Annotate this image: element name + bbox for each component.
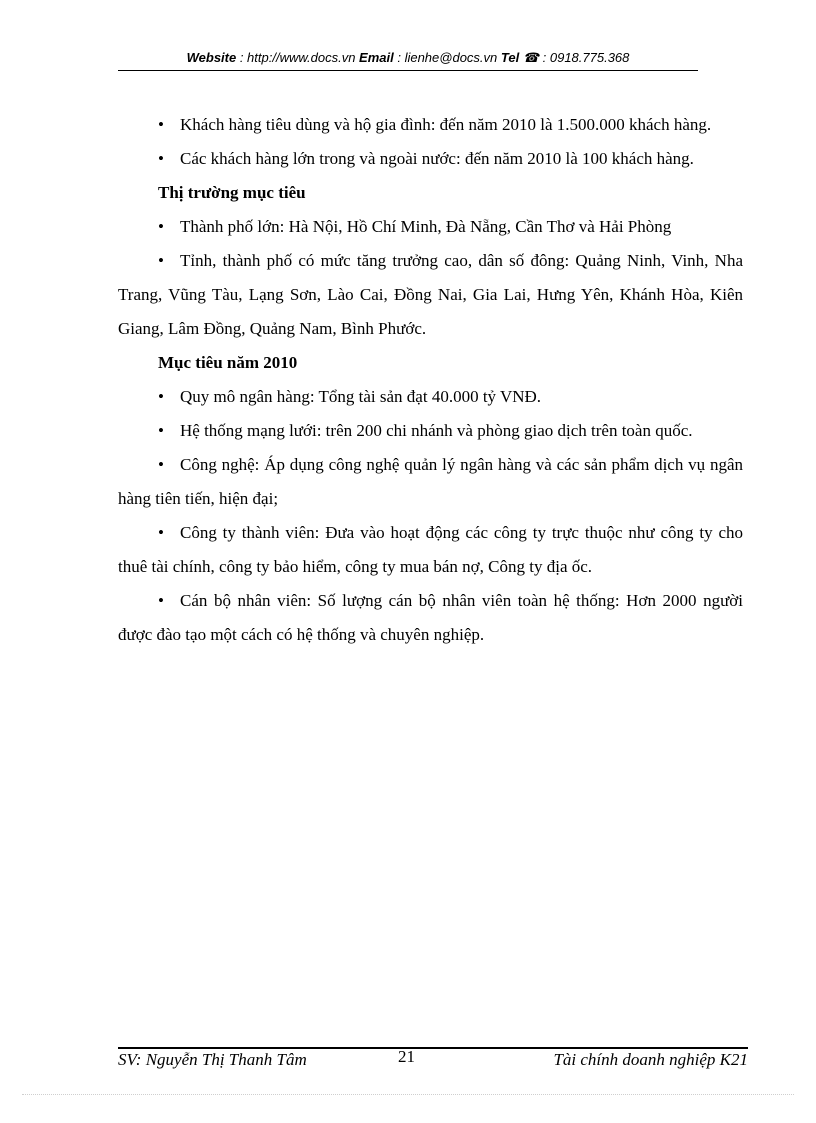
page-header <box>118 50 698 70</box>
website-label: Website <box>186 50 237 65</box>
list-item-text: Công ty thành viên: Đưa vào hoạt động các công ty trực thuộc như công ty cho thuê tài chính, công ty bảo hiểm, công ty mua bán nợ, Công ty địa ốc. <box>118 523 743 576</box>
document-body <box>118 108 743 652</box>
list-item <box>118 244 743 346</box>
footer-divider <box>118 1047 748 1049</box>
section-heading-goals-2010: Mục tiêu năm 2010 <box>158 353 298 372</box>
bullet-icon: • <box>158 523 164 542</box>
list-item-text: Các khách hàng lớn trong và ngoài nước: đến năm 2010 là 100 khách hàng. <box>180 149 694 168</box>
bullet-icon: • <box>158 217 164 236</box>
bullet-icon: • <box>158 591 164 610</box>
list-item <box>118 210 743 244</box>
list-item <box>118 380 743 414</box>
list-item <box>118 108 743 142</box>
footer-course: Tài chính doanh nghiệp K21 <box>553 1050 748 1069</box>
phone-icon: ☎ <box>522 50 540 65</box>
bullet-icon: • <box>158 149 164 168</box>
list-item-text: Khách hàng tiêu dùng và hộ gia đình: đến năm 2010 là 1.500.000 khách hàng. <box>180 115 712 134</box>
list-item-text: Công nghệ: Áp dụng công nghệ quản lý ngân hàng và các sản phẩm dịch vụ ngân hàng tiên tiến, hiện đại; <box>118 455 743 508</box>
email-address[interactable]: : lienhe@docs.vn <box>393 50 501 65</box>
list-item-text: Thành phố lớn: Hà Nội, Hồ Chí Minh, Đà Nẵng, Cần Thơ và Hải Phòng <box>180 217 672 236</box>
header-divider <box>118 70 698 71</box>
list-item <box>118 448 743 516</box>
section-heading-target-market: Thị trường mục tiêu <box>158 183 306 202</box>
page-number: 21 <box>398 1047 415 1066</box>
bullet-icon: • <box>158 455 164 474</box>
list-item <box>118 142 743 176</box>
list-item-text: Tỉnh, thành phố có mức tăng trưởng cao, dân số đông: Quảng Ninh, Vinh, Nha Trang, Vũng Tàu, Lạng Sơn, Lào Cai, Đồng Nai, Gia Lai, Hưng Yên, Khánh Hòa, Kiên Giang, Lâm Đồng, Quảng Nam, Bình Phước. <box>118 251 743 338</box>
page-edge-divider <box>22 1094 794 1095</box>
footer-author: SV: Nguyễn Thị Thanh Tâm <box>118 1050 307 1069</box>
list-item <box>118 414 743 448</box>
bullet-icon: • <box>158 421 164 440</box>
bullet-icon: • <box>158 387 164 406</box>
list-item-text: Cán bộ nhân viên: Số lượng cán bộ nhân viên toàn hệ thống: Hơn 2000 người được đào tạo một cách có hệ thống và chuyên nghiệp. <box>118 591 743 644</box>
list-item-text: Hệ thống mạng lưới: trên 200 chi nhánh và phòng giao dịch trên toàn quốc. <box>180 421 693 440</box>
list-item <box>118 584 743 652</box>
bullet-icon: • <box>158 115 164 134</box>
tel-number: : 0918.775.368 <box>539 50 630 65</box>
tel-label: Tel <box>500 50 520 65</box>
email-label: Email <box>359 50 394 65</box>
list-item <box>118 516 743 584</box>
website-url[interactable]: : http://www.docs.vn <box>236 50 360 65</box>
list-item-text: Quy mô ngân hàng: Tổng tài sản đạt 40.000 tỷ VNĐ. <box>180 387 542 406</box>
bullet-icon: • <box>158 251 164 270</box>
